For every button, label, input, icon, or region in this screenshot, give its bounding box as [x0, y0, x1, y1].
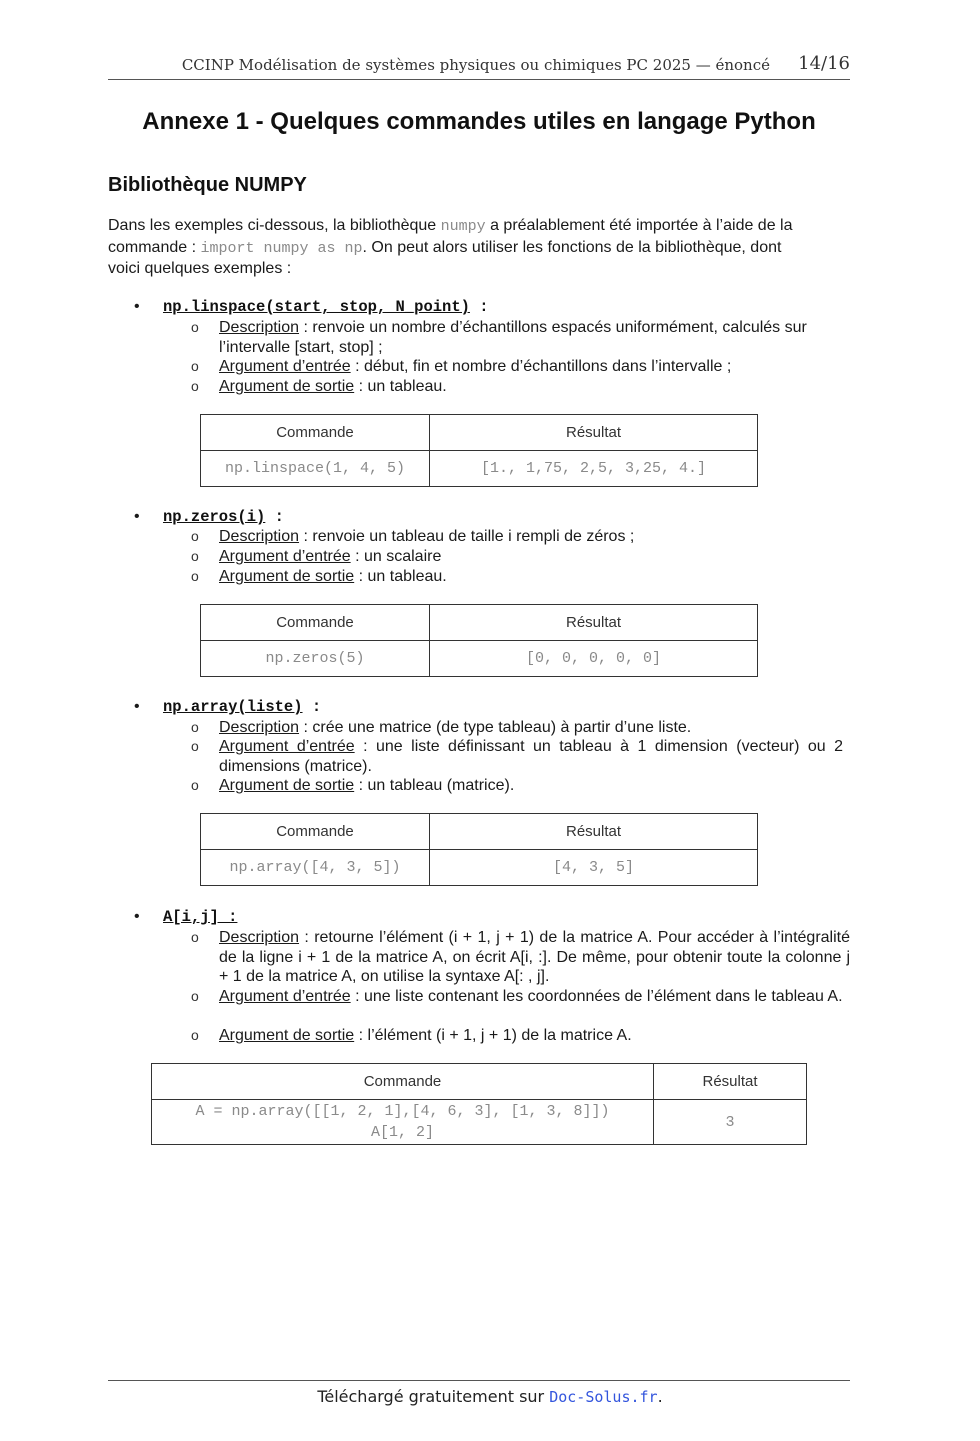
command-name: np.array(liste) [163, 698, 303, 716]
table-header-commande: Commande [201, 415, 430, 451]
intro-paragraph [108, 216, 850, 280]
intro-code-numpy: numpy [440, 218, 486, 235]
table-header-resultat: Résultat [430, 415, 758, 451]
page-header [108, 54, 850, 80]
label-arg-in: Argument d’entrée [219, 738, 355, 755]
circle-bullet-icon: o [191, 929, 199, 945]
description-text: : crée une matrice (de type tableau) à partir d’une liste. [299, 719, 692, 736]
description-text: : renvoie un tableau de taille i rempli de zéros ; [299, 528, 635, 545]
label-description: Description [219, 528, 300, 545]
example-table-linspace [200, 414, 758, 487]
example-result: 3 [654, 1100, 807, 1145]
intro-text-4: . On peut alors utiliser les fonctions de la bibliothèque, dont [362, 238, 782, 256]
footer-text: Téléchargé gratuitement sur [317, 1387, 550, 1406]
page-footer [0, 1387, 980, 1406]
label-arg-out: Argument de sortie [219, 378, 355, 395]
arg-out-text: : un tableau (matrice). [354, 777, 515, 794]
circle-bullet-icon: o [191, 988, 199, 1004]
label-arg-out: Argument de sortie [219, 1027, 355, 1044]
arg-out-text: : un tableau. [354, 378, 447, 395]
arg-in-text: : une liste contenant les coordonnées de l’élément dans le tableau A. [350, 988, 843, 1005]
footer-divider [108, 1380, 850, 1381]
circle-bullet-icon: o [191, 719, 199, 735]
description-text: : retourne l’élément (i + 1, j + 1) de la matrice A. Pour accéder à l’intégralité de la ligne i + 1 de la matrice A, on écrit A[i, :]. De même, pour obtenir toute la colonne j + 1 de la matrice A, on utilise la syntaxe A[: , j]. [219, 929, 850, 985]
example-command: np.linspace(1, 4, 5) [201, 451, 430, 487]
arg-out-text: : un tableau. [354, 568, 447, 585]
circle-bullet-icon: o [191, 319, 199, 335]
label-description: Description [219, 319, 300, 336]
table-header-resultat: Résultat [654, 1064, 807, 1100]
annex-title: Annexe 1 - Quelques commandes utiles en langage Python [142, 108, 816, 135]
intro-text-2: a préalablement été importée à l’aide de la [485, 217, 793, 234]
label-arg-out: Argument de sortie [219, 568, 355, 585]
example-table-array [200, 813, 758, 886]
label-description: Description [219, 719, 300, 736]
arg-in-text: : un scalaire [350, 548, 442, 565]
description-text: : renvoie un nombre d’échantillons espacés uniformément, calculés sur l’intervalle [start, stop] ; [219, 319, 807, 356]
intro-text-1: Dans les exemples ci-dessous, la bibliothèque [108, 217, 441, 234]
label-arg-in: Argument d’entrée [219, 988, 351, 1005]
command-name: np.zeros(i) [163, 508, 266, 526]
command-suffix: : [302, 698, 322, 716]
table-header-commande: Commande [201, 814, 430, 850]
bullet-icon: • [134, 298, 140, 315]
bullet-icon: • [134, 698, 140, 715]
footer-link[interactable]: Doc-Solus.fr [549, 1388, 658, 1406]
example-table-indexing [151, 1063, 807, 1145]
circle-bullet-icon: o [191, 548, 199, 564]
label-arg-out: Argument de sortie [219, 777, 355, 794]
circle-bullet-icon: o [191, 1027, 199, 1043]
circle-bullet-icon: o [191, 528, 199, 544]
header-title: CCINP Modélisation de systèmes physiques ou chimiques PC 2025 — énoncé [181, 56, 770, 74]
arg-in-text: : une liste définissant un tableau à 1 dimension (vecteur) ou 2 dimensions (matrice). [219, 738, 843, 775]
label-arg-in: Argument d’entrée [219, 358, 351, 375]
circle-bullet-icon: o [191, 777, 199, 793]
example-command-line-2: A[1, 2] [370, 1124, 434, 1141]
section-title: Bibliothèque NUMPY [108, 174, 307, 196]
header-page-number: 14/16 [798, 53, 850, 74]
footer-end: . [657, 1387, 663, 1406]
intro-code-import: import numpy as np [200, 239, 363, 257]
circle-bullet-icon: o [191, 738, 199, 754]
table-header-commande: Commande [201, 605, 430, 641]
table-header-resultat: Résultat [430, 605, 758, 641]
arg-out-text: : l’élément (i + 1, j + 1) de la matrice A. [354, 1027, 632, 1044]
example-result: [4, 3, 5] [430, 850, 758, 886]
intro-text-5: voici quelques exemples : [108, 260, 292, 277]
example-result: [1., 1,75, 2,5, 3,25, 4.] [430, 451, 758, 487]
bullet-icon: • [134, 508, 140, 525]
arg-in-text: : début, fin et nombre d’échantillons dans l’intervalle ; [350, 358, 732, 375]
example-command [152, 1100, 654, 1145]
example-result: [0, 0, 0, 0, 0] [430, 641, 758, 677]
label-arg-in: Argument d’entrée [219, 548, 351, 565]
circle-bullet-icon: o [191, 568, 199, 584]
circle-bullet-icon: o [191, 358, 199, 374]
example-table-zeros [200, 604, 758, 677]
table-header-commande: Commande [152, 1064, 654, 1100]
example-command: np.zeros(5) [201, 641, 430, 677]
bullet-icon: • [134, 908, 140, 925]
example-command: np.array([4, 3, 5]) [201, 850, 430, 886]
command-suffix: : [469, 298, 489, 316]
circle-bullet-icon: o [191, 378, 199, 394]
command-name: np.linspace(start, stop, N_point) [163, 298, 470, 316]
table-header-resultat: Résultat [430, 814, 758, 850]
intro-text-3: commande : [108, 238, 201, 256]
command-name: A[i,j] : [163, 908, 238, 926]
example-command-line-1: A = np.array([[1, 2, 1],[4, 6, 3], [1, 3, 8]]) [195, 1103, 610, 1120]
command-suffix: : [265, 508, 284, 526]
label-description: Description [219, 929, 300, 946]
